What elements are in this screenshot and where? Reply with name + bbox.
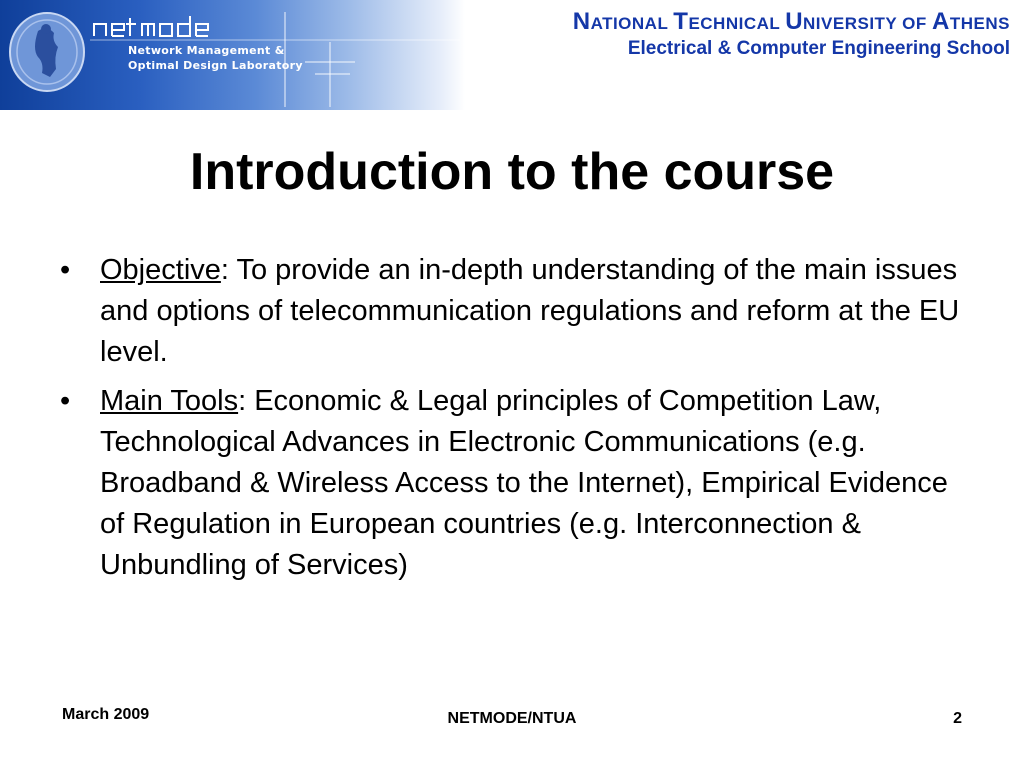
netmode-logo bbox=[90, 12, 460, 107]
institution-block bbox=[573, 8, 1010, 60]
footer-center-label: NETMODE/NTUA bbox=[447, 710, 577, 727]
bullet-term: Objective bbox=[100, 254, 221, 286]
bullet-marker: • bbox=[60, 385, 71, 417]
bullet-item-objective bbox=[60, 250, 960, 373]
page-number: 2 bbox=[953, 710, 962, 727]
header-banner bbox=[0, 0, 465, 110]
university-name-cap-3: U bbox=[785, 8, 804, 35]
bullet-text: : To provide an in-depth understanding of the main issues and options of telecommunication regulations and reform at the EU level. bbox=[100, 254, 960, 368]
bullet-item-main-tools bbox=[60, 381, 960, 586]
logo-subtitle-line1: Network Management & bbox=[128, 44, 285, 57]
university-name-cap-2: T bbox=[673, 8, 689, 35]
school-name: Electrical & Computer Engineering School bbox=[627, 38, 1010, 59]
bullet-marker: • bbox=[60, 254, 71, 286]
university-seal-icon bbox=[8, 11, 86, 93]
bullet-term: Main Tools bbox=[100, 385, 239, 417]
university-name bbox=[573, 8, 1010, 36]
bullet-list bbox=[60, 250, 960, 594]
university-name-cap-1: N bbox=[572, 8, 591, 35]
university-name-rest-1: ATIONAL bbox=[590, 14, 674, 33]
university-name-rest-3: NIVERSITY OF bbox=[803, 14, 933, 33]
university-name-rest-4: THENS bbox=[949, 14, 1010, 33]
slide-title: Introduction to the course bbox=[189, 143, 835, 201]
logo-subtitle-line2: Optimal Design Laboratory bbox=[128, 59, 303, 72]
university-name-cap-4: A bbox=[932, 8, 950, 35]
university-name-rest-2: ECHNICAL bbox=[688, 14, 786, 33]
footer-date: March 2009 bbox=[62, 706, 150, 723]
bullet-text: : Economic & Legal principles of Competition Law, Technological Advances in Electronic Communications (e.g. Broadband & Wireless Access to the Internet), Empirical Evidence of Regulation in European countries (e.g. Interconnection & Unbundling of Services) bbox=[100, 385, 948, 581]
